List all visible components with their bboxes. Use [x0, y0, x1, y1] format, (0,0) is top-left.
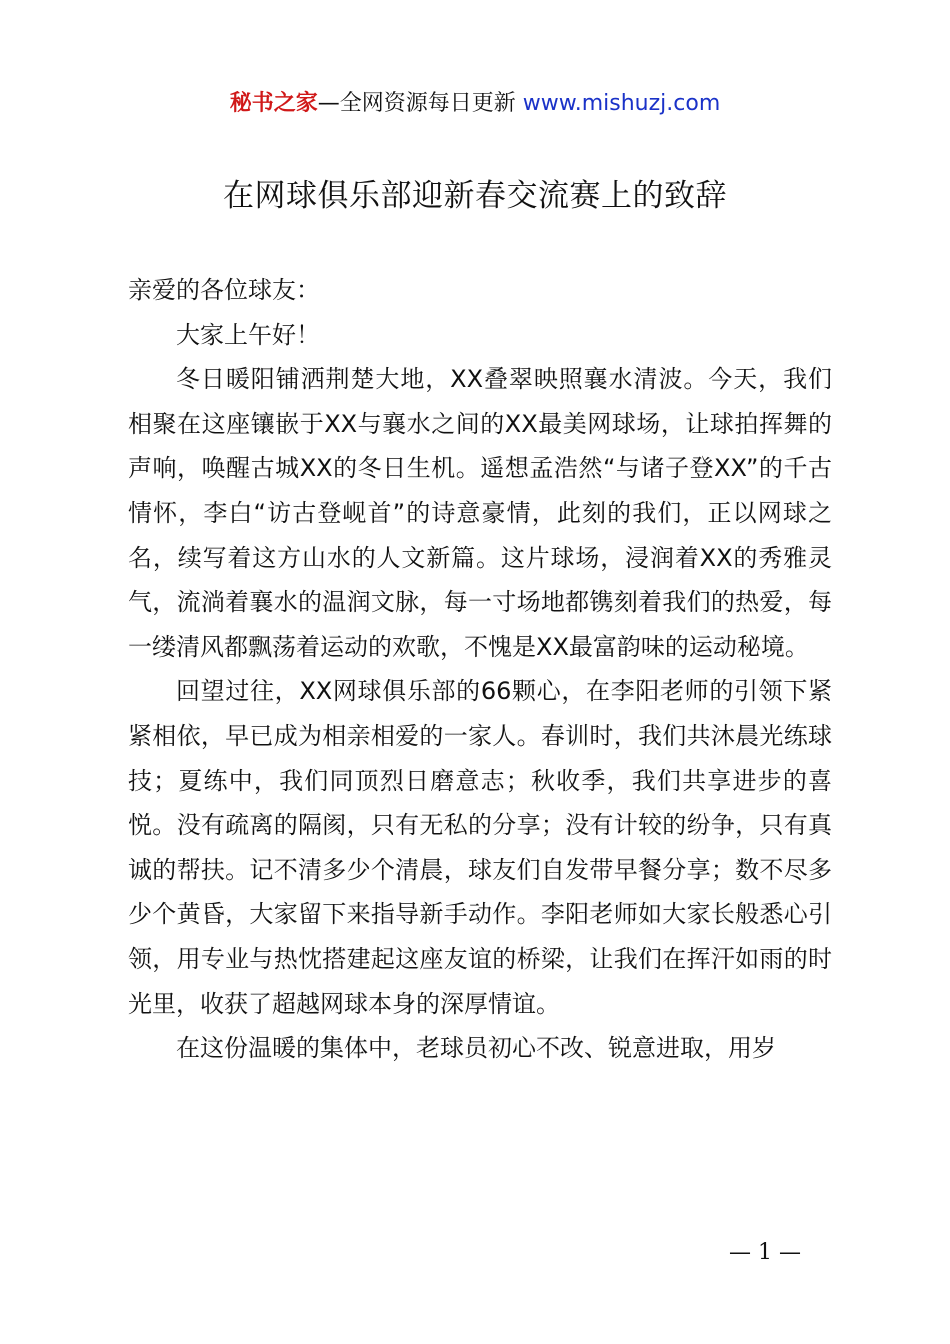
page-number: — 1 —	[729, 1240, 801, 1265]
site-brand: 秘书之家	[229, 91, 318, 116]
site-tagline: —全网资源每日更新	[317, 91, 523, 116]
paragraph-greeting: 大家上午好！	[176, 320, 320, 349]
site-url-link[interactable]: www.mishuzj.com	[522, 91, 721, 116]
paragraph-history: 回望过往，XX网球俱乐部的66颗心，在李阳老师的引领下紧紧相依，早已成为相亲相爱的一家人。春训时，我们共沐晨光练球技；夏练中，我们同顶烈日磨意志；秋收季，我们共享进步的喜悦。没有疏离的隔阂，只有无私的分享；没有计较的纷争，只有真诚的帮扶。记不清多少个清晨，球友们自发带早餐分享；数不尽多少个黄昏，大家留下来指导新手动作。李阳老师如大家长般悉心引领，用专业与热忱搭建起这座友谊的桥梁，让我们在挥汗如雨的时光里，收获了超越网球本身的深厚情谊。	[128, 677, 832, 1018]
document-title: 在网球俱乐部迎新春交流赛上的致辞	[223, 178, 727, 214]
document-body	[128, 268, 832, 1071]
salutation: 亲爱的各位球友：	[128, 276, 320, 304]
paragraph-community: 在这份温暖的集体中，老球员初心不改、锐意进取，用岁	[176, 1034, 776, 1063]
site-header	[0, 88, 950, 120]
paragraph-scenery: 冬日暖阳铺洒荆楚大地，XX叠翠映照襄水清波。今天，我们相聚在这座镶嵌于XX与襄水之间的XX最美网球场，让球拍挥舞的声响，唤醒古城XX的冬日生机。遥想孟浩然“与诸子登XX”的千古情怀，李白“访古登岘首”的诗意豪情，此刻的我们，正以网球之名，续写着这方山水的人文新篇。这片球场，浸润着XX的秀雅灵气，流淌着襄水的温润文脉，每一寸场地都镌刻着我们的热爱，每一缕清风都飘荡着运动的欢歌，不愧是XX最富韵味的运动秘境。	[128, 365, 832, 661]
